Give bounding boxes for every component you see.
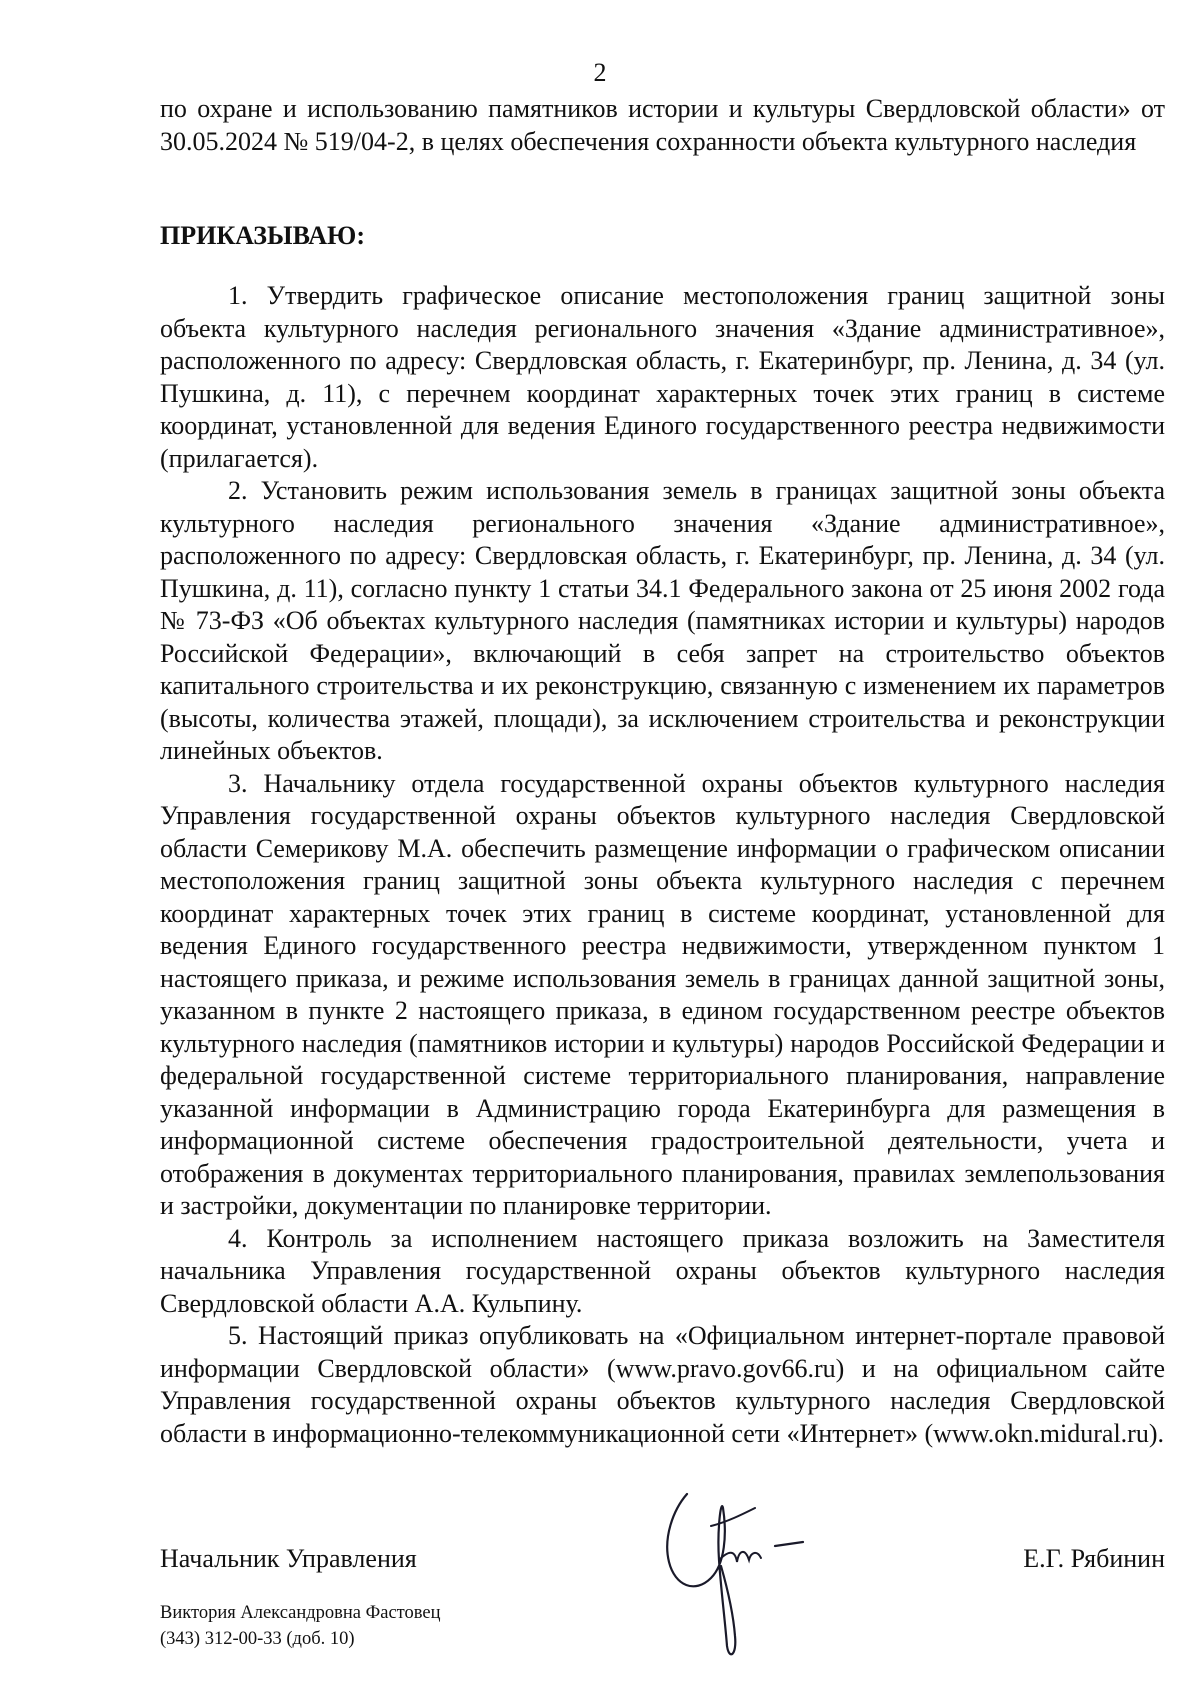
order-items bbox=[160, 280, 1165, 1450]
order-item-2: 2. Установить режим использования земель в границах защитной зоны объекта культурного наследия регионального значения «Здание административное», расположенного по адресу: Свердловская область, г. Екатеринбург, пр. Ленина, д. 34 (ул. Пушкина, д. 11), согласно пункту 1 статьи 34.1 Федерального закона от 25 июня 2002 года № 73-ФЗ «Об объектах культурного наследия (памятниках истории и культуры) народов Российской Федерации», включающий в себя запрет на строительство объектов капитального строительства и их реконструкцию, связанную с изменением их параметров (высоты, количества этажей, площади), за исключением строительства и реконструкции линейных объектов. bbox=[160, 476, 1165, 765]
contact-block bbox=[160, 1600, 441, 1652]
signatory-name: Е.Г. Рябинин bbox=[1023, 1544, 1165, 1573]
intro-paragraph: по охране и использованию памятников истории и культуры Свердловской области» от 30.05.2024 № 519/04-2, в целях обеспечения сохранности объекта культурного наследия bbox=[160, 94, 1165, 156]
order-heading: ПРИКАЗЫВАЮ: bbox=[160, 221, 365, 250]
order-item-4: 4. Контроль за исполнением настоящего приказа возложить на Заместителя начальника Управления государственной охраны объектов культурного наследия Свердловской области А.А. Кульпину. bbox=[160, 1223, 1165, 1318]
handwritten-signature bbox=[655, 1470, 855, 1670]
order-item-3: 3. Начальнику отдела государственной охраны объектов культурного наследия Управления государственной охраны объектов культурного наследия Свердловской области Семерикову М.А. обеспечить размещение информации о графическом описании местоположения границ защитной зоны объекта культурного наследия с перечнем координат характерных точек этих границ в системе координат, установленной для ведения Единого государственного реестра недвижимости, утвержденном пунктом 1 настоящего приказа, и режиме использования земель в границах данной защитной зоны, указанном в пункте 2 настоящего приказа, в едином государственном реестре объектов культурного наследия (памятников истории и культуры) народов Российской Федерации и федеральной государственной системе территориального планирования, направление указанной информации в Администрацию города Екатеринбурга для размещения в информационной системе обеспечения градостроительной деятельности, учета и отображения в документах территориального планирования, правилах землепользования и застройки, документации по планировке территории. bbox=[160, 768, 1165, 1220]
contact-phone: (343) 312-00-33 (доб. 10) bbox=[160, 1629, 355, 1649]
contact-person: Виктория Александровна Фастовец bbox=[160, 1603, 441, 1623]
signatory-position: Начальник Управления bbox=[160, 1544, 417, 1573]
page-number: 2 bbox=[593, 58, 607, 87]
order-item-1: 1. Утвердить графическое описание местоположения границ защитной зоны объекта культурного наследия регионального значения «Здание административное», расположенного по адресу: Свердловская область, г. Екатеринбург, пр. Ленина, д. 34 (ул. Пушкина, д. 11), с перечнем координат характерных точек этих границ в системе координат, установленной для ведения Единого государственного реестра недвижимости (прилагается). bbox=[160, 281, 1165, 473]
order-item-5: 5. Настоящий приказ опубликовать на «Официальном интернет-портале правовой информации Свердловской области» (www.pravo.gov66.ru) и на официальном сайте Управления государственной охраны объектов культурного наследия Свердловской области в информационно-телекоммуникационной сети «Интернет» (www.okn.midural.ru). bbox=[160, 1321, 1165, 1448]
